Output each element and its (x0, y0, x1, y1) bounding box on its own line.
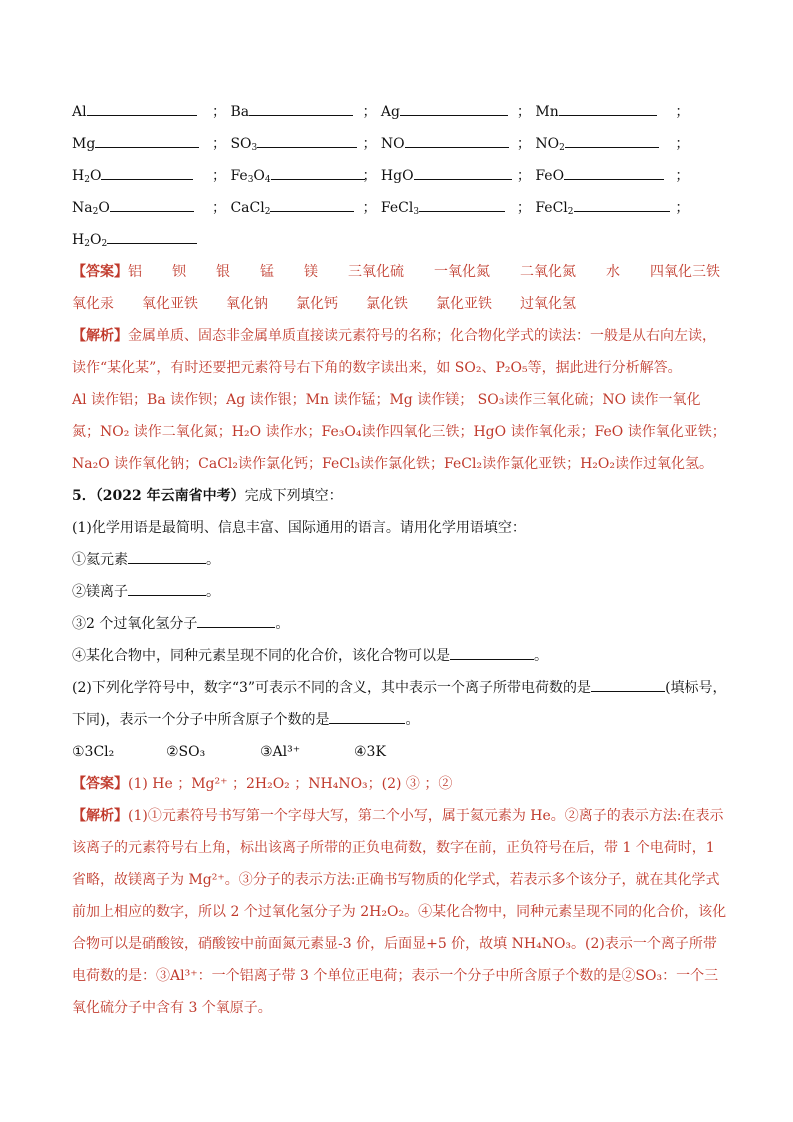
blank[interactable] (574, 193, 670, 212)
blank[interactable] (405, 129, 509, 148)
analysis-q5: 【解析】(1)①元素符号书写第一个字母大写，第二个小写，属于氦元素为 He。②离子的表示方法:在表示该离子的元素符号右上角，标出该离子所带的正负电荷数，数字在前，正负符号在后，带 1 个电荷时，1 省略，故镁离子为 Mg²⁺。③分子的表示方法:正确书写物质的化学式，若表示多个该分子，就在其化学式前加上相应的数字，所以 2 个过氧化氢分子为 2H₂O₂。④某化合物中，同种元素呈现不同的化合价，该化合物可以是硝酸铵，硝酸铵中前面氮元素显-3 价，后面显+5 价，故填 NH₄NO₃。(2)表示一个离子所带电荷数的是：③Al³⁺：一个铝离子带 3 个单位正电荷；表示一个分子中所含原子个数的是②SO₃：一个三氧化硫分子中含有 3 个氧原子。 (72, 808, 727, 1016)
answer-q4-line2: 氧化汞 氧化亚铁 氧化钠 氯化钙 氯化铁 氯化亚铁 过氧化氢 (72, 296, 576, 312)
analysis-q4: 【解析】金属单质、固态非金属单质直接读元素符号的名称；化合物化学式的读法：一般是从右向左读，读作“某化某”，有时还要把元素符号右下角的数字读出来，如 SO₂、P₂O₅等，据此进行分析解答。 (72, 328, 716, 376)
blank[interactable] (101, 161, 193, 180)
blank[interactable] (565, 129, 659, 148)
blank[interactable] (87, 97, 197, 116)
answer-q5: 【答案】(1) He ；Mg²⁺ ；2H₂O₂ ；NH₄NO₃；(2) ③ ；② (72, 776, 453, 792)
option-1: ①3Cl₂ (72, 744, 115, 760)
blank[interactable] (591, 673, 665, 692)
blank[interactable] (110, 193, 194, 212)
q5-options (72, 736, 728, 768)
symbol-mn: Mn (535, 104, 559, 120)
blank[interactable] (414, 161, 512, 180)
answer-q4-line1: 【答案】铝 钡 银 锰 镁 三氧化硫 一氧化氮 二氧化氮 水 四氧化三铁 (72, 264, 720, 280)
blank[interactable] (419, 193, 505, 212)
document-page (72, 96, 728, 1024)
blank[interactable] (128, 545, 206, 564)
blanks-row-4: $Na_2O$ ； CaCl$_2$ ； FeCl$_3$ ； FeCl$_2$ ； (72, 192, 728, 224)
blank[interactable] (450, 641, 534, 660)
blank[interactable] (107, 225, 197, 244)
blank[interactable] (128, 577, 206, 596)
blank[interactable] (249, 97, 353, 116)
option-4: ④3K (354, 744, 386, 760)
question-5-part1: (1)化学用语是最简明、信息丰富、国际通用的语言。请用化学用语填空： (72, 520, 526, 536)
q5-item-3: ③2 个过氧化氢分子 。 (72, 608, 728, 640)
blank[interactable] (95, 129, 199, 148)
blank[interactable] (559, 97, 657, 116)
blank[interactable] (270, 193, 354, 212)
q5-part2-line2: 下同)，表示一个分子中所含原子个数的是 。 (72, 704, 728, 736)
q5-item-4: ④某化合物中，同种元素呈现不同的化合价，该化合物可以是 。 (72, 640, 728, 672)
symbol-al: Al (72, 104, 87, 120)
option-3: ③Al³⁺ (260, 744, 301, 760)
symbol-ag: Ag (380, 104, 400, 120)
blank[interactable] (400, 97, 508, 116)
blanks-row-5: $H_2O_2$ (72, 224, 728, 256)
question-5-header: 5．（2022 年云南省中考）完成下列填空： (72, 488, 343, 504)
blanks-row-2: Mg ； $SO_3$ ； NO ； $NO_2$ ； (72, 128, 728, 160)
blanks-row-1: Al ； Ba ； Ag ； Mn ； (72, 96, 728, 128)
q5-item-1: ①氦元素 。 (72, 544, 728, 576)
blank[interactable] (564, 161, 664, 180)
q5-item-2: ②镁离子 。 (72, 576, 728, 608)
blank[interactable] (271, 161, 365, 180)
q5-part2-line1: (2)下列化学符号中，数字“3”可表示不同的含义，其中表示一个离子所带电荷数的是 (填标号， (72, 672, 728, 704)
symbol-ba: Ba (230, 104, 250, 120)
analysis-q4-detail: Al 读作铝；Ba 读作钡；Ag 读作银；Mn 读作锰；Mg 读作镁； SO₃读作三氧化硫；NO 读作一氧化氮；NO₂ 读作二氧化氮；H₂O 读作水；Fe₃O₄读作四氧化三铁；HgO 读作氧化汞；FeO 读作氧化亚铁；Na₂O 读作氧化钠；CaCl₂读作氯化钙；FeCl₃读作氯化铁；FeCl₂读作氯化亚铁；H₂O₂读作过氧化氢。 (72, 392, 726, 472)
blank[interactable] (257, 129, 357, 148)
blank[interactable] (197, 609, 275, 628)
option-2: ②SO₃ (166, 744, 206, 760)
blank[interactable] (329, 705, 405, 724)
blanks-row-3: $H_2O$ ； $Fe_3O_4$ ； HgO ； FeO ； (72, 160, 728, 192)
